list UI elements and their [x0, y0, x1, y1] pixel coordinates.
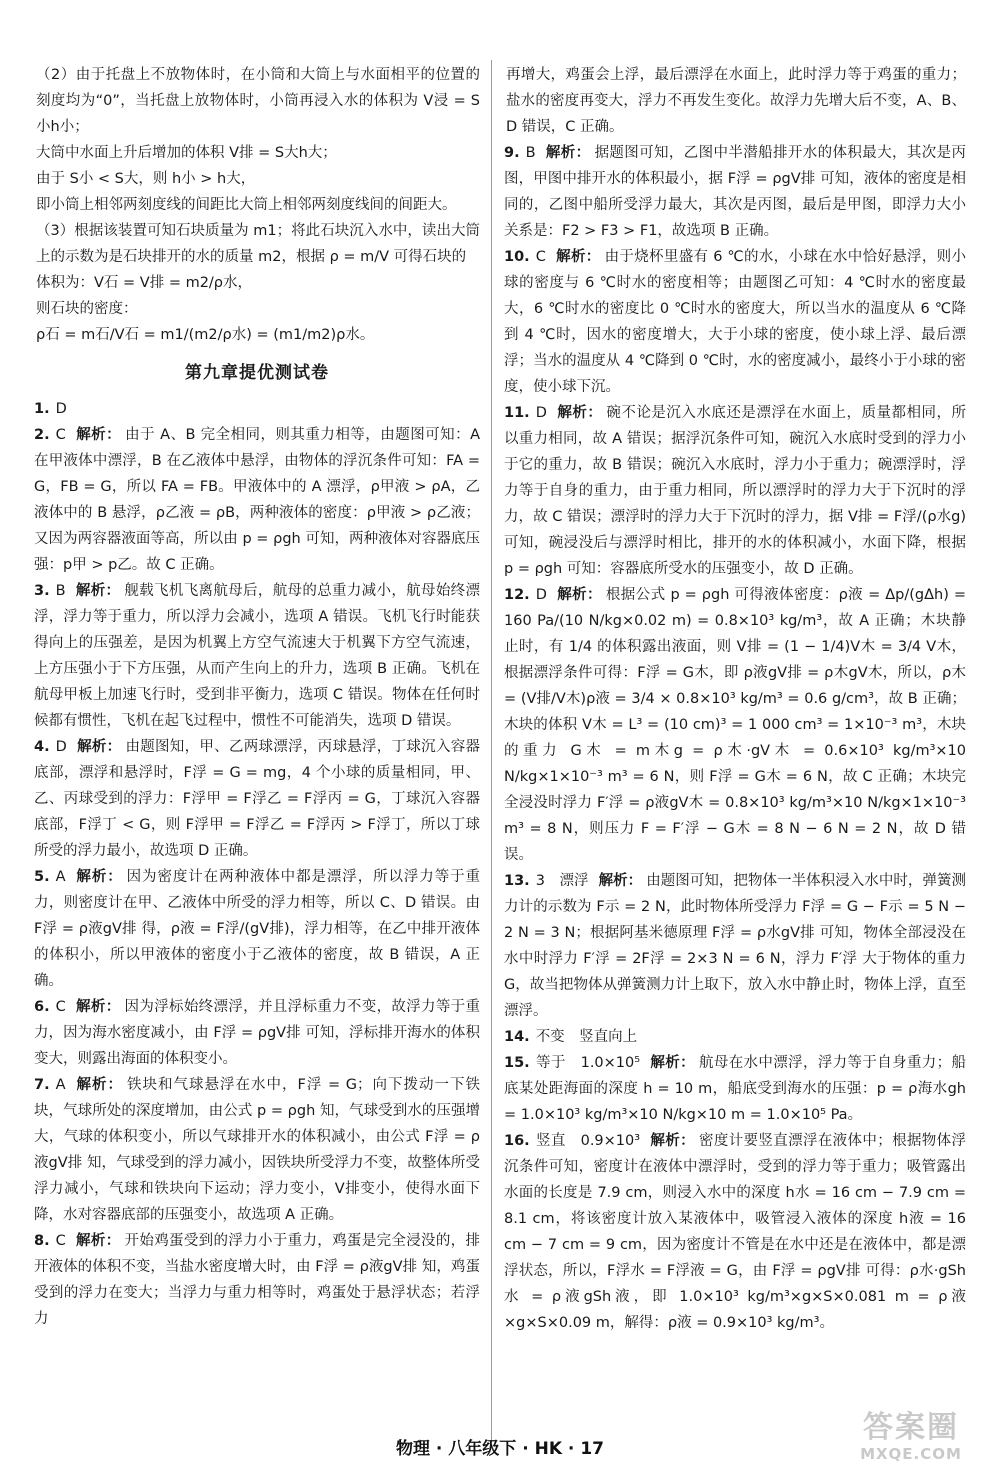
- answer-choice: C: [535, 249, 546, 265]
- analysis-label: 解析：: [75, 999, 121, 1015]
- question-number: 11.: [504, 405, 530, 421]
- question-number: 6.: [34, 999, 50, 1015]
- answer-item: [34, 578, 480, 734]
- watermark-logo: [836, 1411, 986, 1469]
- answer-item: [34, 734, 480, 864]
- intro-paragraph: 体积为：V石 = V排 = m2/ρ水，: [36, 275, 253, 291]
- analysis-label: 解析：: [75, 427, 122, 443]
- analysis-text: 舰载飞机飞离航母后，航母的总重力减小，航母始终漂浮，浮力等于重力，所以浮力会减小，选项 A 错误。飞机飞行时能获得向上的压强差，是因为机翼上方空气流速大于机翼下方空气流速，上方压强小于下方压强，从而产生向上的升力，选项 B 正确。飞机在航母甲板上加速飞行时，受到非平衡力，选项 C 错误。物体在任何时候都有惯性，飞机在起飞过程中，惯性不可能消失，选项 D 错误。: [34, 583, 481, 729]
- intro-paragraph: 则石块的密度：: [36, 301, 138, 317]
- answer-choice: 不变 竖直向上: [535, 1029, 638, 1045]
- answer-item: [34, 994, 480, 1072]
- footer-separator: ·: [562, 1439, 581, 1459]
- analysis-label: 解析：: [556, 587, 602, 603]
- intro-paragraph: 即小筒上相邻两刻度线的间距比大筒上相邻两刻度线间的间距大。: [36, 197, 457, 213]
- question-number: 16.: [504, 1133, 530, 1149]
- answer-item: [504, 868, 966, 1024]
- answer-item: [34, 396, 480, 422]
- analysis-text: 铁块和气球悬浮在水中，F浮 = G；向下拨动一下铁块，气球所处的深度增加，由公式 p = ρgh 知，气球受到水的压强增大，气球的体积变小，所以气球排开水的体积减小，由公式 F浮 = ρ液gV排 知，气球受到的浮力减小，因铁块所受浮力不变，故整体所受浮力减小，气球和铁块向下运动；浮力变小，V排变小，使得水面下降，水对容器底部的压强变小，故选项 A 正确。: [34, 1077, 481, 1223]
- analysis-label: 解析：: [650, 1133, 695, 1149]
- answer-choice: 等于 1.0×10⁵: [535, 1055, 641, 1071]
- analysis-text: 碗不论是沉入水底还是漂浮在水面上，质量都相同，所以重力相同，故 A 错误；据浮沉条件可知，碗沉入水底时受到的浮力小于它的重力，故 B 错误；碗沉入水底时，浮力小于重力；碗漂浮时，浮力等于自身的重力，由于重力相同，所以漂浮时的浮力大于下沉时的浮力，故 C 错误；漂浮时的浮力大于下沉时的浮力，据 V排 = F浮/(ρ水g) 可知，碗浸没后与漂浮时相比，排开的水的体积减小，水面下降，根据 p = ρgh 可知：容器底所受水的压强变小，故 D 正确。: [504, 405, 967, 577]
- analysis-text: 由于 A、B 完全相同，则其重力相等，由题图可知：A 在甲液体中漂浮，B 在乙液体中悬浮，由物体的浮沉条件可知：FA = G，FB = G，所以 FA = FB。甲液体中的 A 漂浮，ρ甲液 > ρA，乙液体中的 B 悬浮，ρ乙液 = ρB，两种液体的密度：ρ甲液 > ρ乙液；又因为两容器液面等高，所以由 p = ρgh 可知，两种液体对容器底压强：p甲 > p乙。故 C 正确。: [34, 427, 481, 573]
- right-answer-list: [504, 140, 966, 1336]
- intro-paragraph: 由于 S小 < S大，则 h小 > h大，: [36, 171, 256, 187]
- answer-item: [504, 1050, 966, 1128]
- answer-item: [504, 582, 966, 868]
- question-number: 2.: [34, 427, 50, 443]
- answer-item: [504, 400, 966, 582]
- right-column: [504, 62, 966, 1336]
- analysis-label: 解析：: [75, 1233, 121, 1249]
- answer-choice: B: [55, 583, 66, 599]
- analysis-text: 密度计要竖直漂浮在液体中；根据物体浮沉条件可知，密度计在液体中漂浮时，受到的浮力等于重力；吸管露出水面的长度是 7.9 cm，则浸入水中的深度 h水 = 16 cm − 7.9 cm = 8.1 cm，将该密度计放入某液体中，吸管浸入液体的深度 h液 = 16 cm − 7 cm = 9 cm，因为密度计不管是在水中还是在液体中，都是漂浮状态，所以，F浮水 = F浮液 = G，由 F浮 = ρgV排 可得：ρ水·gSh水 = ρ液gSh液，即 1.0×10³ kg/m³×g×S×0.081 m = ρ液×g×S×0.09 m，解得：ρ液 = 0.9×10³ kg/m³。: [504, 1133, 967, 1331]
- analysis-text: 因为浮标始终漂浮，并且浮标重力不变，故浮力等于重力，因为海水密度减小，由 F浮 = ρgV排 可知，浮标排开海水的体积变大，则露出海面的体积变小。: [34, 999, 481, 1067]
- answer-item: [34, 1228, 480, 1332]
- intro-paragraph: （3）根据该装置可知石块质量为 m1；将此石块沉入水中，读出大筒上的示数为是石块排开的水的质量 m2，根据 ρ = m/V 可得石块的: [36, 223, 480, 265]
- answer-item: [504, 140, 966, 244]
- analysis-label: 解析：: [555, 249, 601, 265]
- footer-edition: HK: [534, 1439, 563, 1459]
- watermark-bottom: MXQE.COM: [860, 1445, 962, 1463]
- analysis-label: 解析：: [76, 739, 122, 755]
- question-number: 12.: [504, 587, 530, 603]
- question-number: 9.: [504, 145, 520, 161]
- answer-choice: C: [55, 427, 66, 443]
- answer-choice: C: [55, 1233, 66, 1249]
- analysis-text: 根据公式 p = ρgh 可得液体密度：ρ液 = Δp/(gΔh) = 160 Pa/(10 N/kg×0.02 m) = 0.8×10³ kg/m³，故 A 正确；木块静止时，有 1/4 的体积露出液面，则 V排 = (1 − 1/4)V木 = 3/4 V木，根据漂浮条件可得：F浮 = G木，即 ρ液gV排 = ρ木gV木，所以，ρ木 = (V排/V木)ρ液 = 3/4 × 0.8×10³ kg/m³ = 0.6 g/cm³，故 B 正确；木块的体积 V木 = L³ = (10 cm)³ = 1 000 cm³ = 1×10⁻³ m³，木块的重力 G木 = m木g = ρ木·gV木 = 0.6×10³ kg/m³×10 N/kg×1×10⁻³ m³ = 6 N，则 F浮 = G木 = 6 N，故 C 正确；木块完全浸没时浮力 F′浮 = ρ液gV木 = 0.8×10³ kg/m³×10 N/kg×1×10⁻³ m³ = 8 N，则压力 F = F′浮 − G木 = 8 N − 6 N = 2 N，故 D 错误。: [504, 587, 966, 863]
- analysis-label: 解析：: [598, 873, 643, 889]
- answer-choice: D: [535, 587, 547, 603]
- intro-paragraph: 大筒中水面上升后增加的体积 V排 = S大h大；: [36, 145, 337, 161]
- analysis-label: 解析：: [545, 145, 591, 161]
- answer-choice: D: [55, 739, 67, 755]
- question-number: 1.: [34, 401, 50, 417]
- question-number: 5.: [34, 869, 50, 885]
- page-number: 17: [580, 1439, 604, 1459]
- continuation-paragraph: 再增大，鸡蛋会上浮，最后漂浮在水面上，此时浮力等于鸡蛋的重力；盐水的密度再变大，浮力不再发生变化。故浮力先增大后不变，A、B、D 错误，C 正确。: [506, 67, 966, 135]
- intro-paragraph: （2）由于托盘上不放物体时，在小筒和大筒上与水面相平的位置的刻度均为“0”，当托盘上放物体时，小筒再浸入水的体积为 V浸 = S小h小；: [36, 67, 480, 135]
- answer-choice: A: [55, 1077, 66, 1093]
- analysis-text: 由题图知，甲、乙两球漂浮，丙球悬浮，丁球沉入容器底部，漂浮和悬浮时，F浮 = G = mg，4 个小球的质量相同，甲、乙、丙球受到的浮力：F浮甲 = F浮乙 = F浮丙 = G，丁球沉入容器底部，F浮丁 < G，则 F浮甲 = F浮乙 = F浮丙 > F浮丁，所以丁球所受的浮力最小，故选项 D 正确。: [34, 739, 481, 859]
- analysis-text: 据题图可知，乙图中半潜船排开水的体积最大，其次是丙图，甲图中排开水的体积最小，据 F浮 = ρgV排 可知，液体的密度是相同的，乙图中船所受浮力最大，其次是丙图，最后是甲图，即浮力大小关系是：F2 > F3 > F1，故选项 B 正确。: [504, 145, 967, 239]
- answer-choice: D: [55, 401, 67, 417]
- chapter-title: 第九章提优测试卷: [185, 363, 329, 383]
- left-column: [34, 62, 480, 1332]
- answer-choice: C: [55, 999, 66, 1015]
- left-answer-list: [34, 396, 480, 1332]
- answer-choice: 竖直 0.9×10³: [535, 1133, 641, 1149]
- analysis-text: 由于烧杯里盛有 6 ℃的水，小球在水中恰好悬浮，则小球的密度与 6 ℃时水的密度相等；由题图乙可知：4 ℃时水的密度最大，6 ℃时水的密度比 0 ℃时水的密度大，所以当水的温度从 6 ℃降到 4 ℃时，因水的密度增大，大于小球的密度，使小球上浮、最后漂浮；当水的温度从 4 ℃降到 0 ℃时，水的密度减小，最终小于小球的密度，使小球下沉。: [504, 249, 966, 395]
- analysis-text: 因为密度计在两种液体中都是漂浮，所以浮力等于重力，则密度计在甲、乙液体中所受的浮力相等，所以 C、D 错误。由 F浮 = ρ液gV排 得，ρ液 = F浮/(gV排)，浮力相等，在乙中排开液体的体积小，所以甲液体的密度小于乙液体的密度，故 B 错误，A 正确。: [34, 869, 481, 989]
- question-number: 8.: [34, 1233, 50, 1249]
- analysis-label: 解析：: [75, 583, 121, 599]
- analysis-text: 由题图可知，把物体一半体积浸入水中时，弹簧测力计的示数为 F示 = 2 N，此时物体所受浮力 F浮 = G − F示 = 5 N − 2 N = 3 N；根据阿基米德原理 F浮 = ρ水gV排 可知，物体全部浸没在水中时浮力 F′浮 = 2F浮 = 2×3 N = 6 N，浮力 F′浮 大于物体的重力 G，故当把物体从弹簧测力计上取下，放入水中静止时，物体上浮，直至漂浮。: [504, 873, 967, 1019]
- column-divider: [491, 60, 492, 1442]
- analysis-label: 解析：: [556, 405, 603, 421]
- question-number: 4.: [34, 739, 50, 755]
- footer-subject: 物理 · 八年级下 ·: [396, 1439, 535, 1459]
- answer-item: [504, 244, 966, 400]
- intro-paragraph: ρ石 = m石/V石 = m1/(m2/ρ水) = (m1/m2)ρ水。: [36, 327, 375, 343]
- answer-choice: D: [535, 405, 547, 421]
- question-number: 15.: [504, 1055, 530, 1071]
- answer-item: [34, 422, 480, 578]
- analysis-label: 解析：: [75, 1077, 124, 1093]
- question-number: 14.: [504, 1029, 530, 1045]
- watermark-top: 答案圈: [863, 1410, 959, 1445]
- analysis-label: 解析：: [650, 1055, 695, 1071]
- answer-item: [34, 864, 480, 994]
- answer-item: [504, 1024, 966, 1050]
- question-number: 3.: [34, 583, 50, 599]
- answer-choice: B: [525, 145, 536, 161]
- answer-choice: A: [55, 869, 66, 885]
- answer-item: [504, 1128, 966, 1336]
- question-number: 10.: [504, 249, 530, 265]
- question-number: 13.: [504, 873, 530, 889]
- question-number: 7.: [34, 1077, 50, 1093]
- answer-choice: 3 漂浮: [535, 873, 589, 889]
- analysis-label: 解析：: [75, 869, 123, 885]
- analysis-text: 航母在水中漂浮，浮力等于自身重力；船底某处距海面的深度 h = 10 m，船底受到海水的压强：p = ρ海水gh = 1.0×10³ kg/m³×10 N/kg×10 m = 1.0×10⁵ Pa。: [504, 1055, 967, 1123]
- analysis-text: 开始鸡蛋受到的浮力小于重力，鸡蛋是完全浸没的，排开液体的体积不变，当盐水密度增大时，由 F浮 = ρ液gV排 知，鸡蛋受到的浮力在变大；当浮力与重力相等时，鸡蛋处于悬浮状态；若浮力: [34, 1233, 481, 1327]
- answer-item: [34, 1072, 480, 1228]
